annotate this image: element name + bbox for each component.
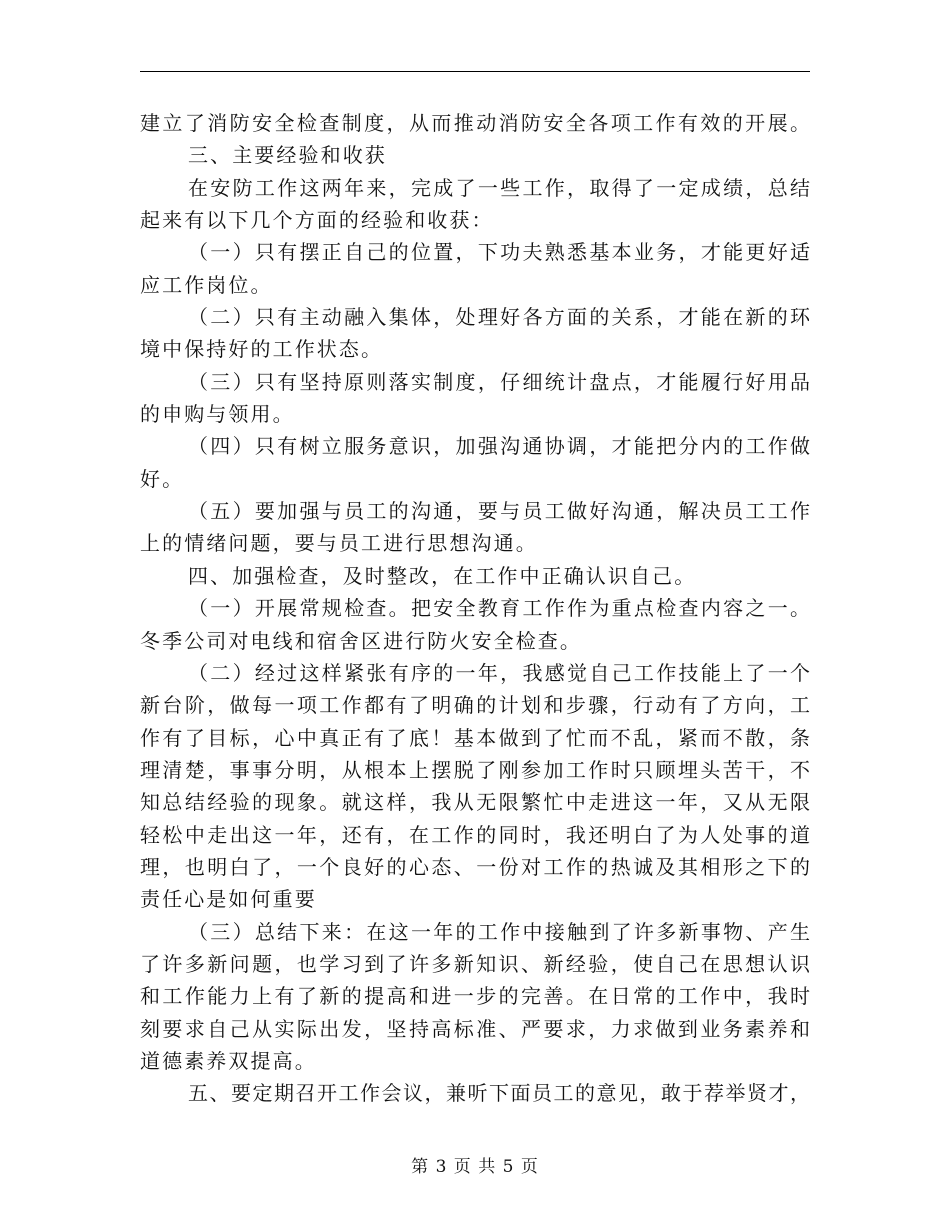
text-line: 知总结经验的现象。就这样，我从无限繁忙中走进这一年，又从无限	[140, 790, 810, 815]
text-line: 好。	[140, 466, 185, 491]
page-number: 第 3 页 共 5 页	[411, 1157, 539, 1177]
text-line: 理清楚，事事分明，从根本上摆脱了刚参加工作时只顾埋头苦干，不	[140, 757, 810, 782]
text-line: 轻松中走出这一年，还有，在工作的同时，我还明白了为人处事的道	[140, 822, 810, 847]
text-line: 在安防工作这两年来，完成了一些工作，取得了一定成绩，总结	[188, 175, 810, 200]
text-line: 境中保持好的工作状态。	[140, 337, 384, 362]
text-line: 上的情绪问题，要与员工进行思想沟通。	[140, 531, 538, 556]
text-line: （一）只有摆正自己的位置，下功夫熟悉基本业务，才能更好适	[188, 240, 810, 265]
text-line: （五）要加强与员工的沟通，要与员工做好沟通，解决员工工作	[188, 499, 810, 524]
text-line: （三）只有坚持原则落实制度，仔细统计盘点，才能履行好用品	[188, 369, 810, 394]
text-line: 建立了消防安全检查制度，从而推动消防安全各项工作有效的开展。	[140, 111, 810, 135]
text-line: （一）开展常规检查。把安全教育工作作为重点检查内容之一。	[188, 596, 810, 621]
header-rule	[140, 71, 810, 72]
text-line: 理，也明白了，一个良好的心态、一份对工作的热诚及其相形之下的	[140, 854, 810, 879]
text-line: （二）只有主动融入集体，处理好各方面的关系，才能在新的环	[188, 305, 810, 330]
text-line: 起来有以下几个方面的经验和收获：	[140, 208, 494, 233]
section-heading: 五、要定期召开工作会议，兼听下面员工的意见，敢于荐举贤才，	[188, 1081, 810, 1106]
text-line: 责任心是如何重要	[140, 887, 317, 912]
text-line: 和工作能力上有了新的提高和进一步的完善。在日常的工作中，我时	[140, 984, 810, 1009]
text-line: （二）经过这样紧张有序的一年，我感觉自己工作技能上了一个	[188, 660, 810, 685]
document-body	[140, 107, 810, 1110]
text-line: 了许多新问题，也学习到了许多新知识、新经验，使自己在思想认识	[140, 951, 810, 976]
text-line: 作有了目标，心中真正有了底！基本做到了忙而不乱，紧而不散，条	[140, 725, 810, 750]
text-line: （三）总结下来：在这一年的工作中接触到了许多新事物、产生	[188, 919, 810, 944]
text-line: 冬季公司对电线和宿舍区进行防火安全检查。	[140, 628, 582, 653]
text-line: 新台阶，做每一项工作都有了明确的计划和步骤，行动有了方向，工	[140, 693, 810, 718]
text-line: 的申购与领用。	[140, 402, 295, 427]
text-line: 刻要求自己从实际出发，坚持高标准、严要求，力求做到业务素养和	[140, 1016, 810, 1041]
section-heading: 四、加强检查，及时整改，在工作中正确认识自己。	[188, 563, 697, 588]
text-line: 应工作岗位。	[140, 272, 273, 297]
section-heading: 三、主要经验和收获	[188, 143, 387, 168]
text-line: 道德素养双提高。	[140, 1048, 317, 1073]
text-line: （四）只有树立服务意识，加强沟通协调，才能把分内的工作做	[188, 434, 810, 459]
